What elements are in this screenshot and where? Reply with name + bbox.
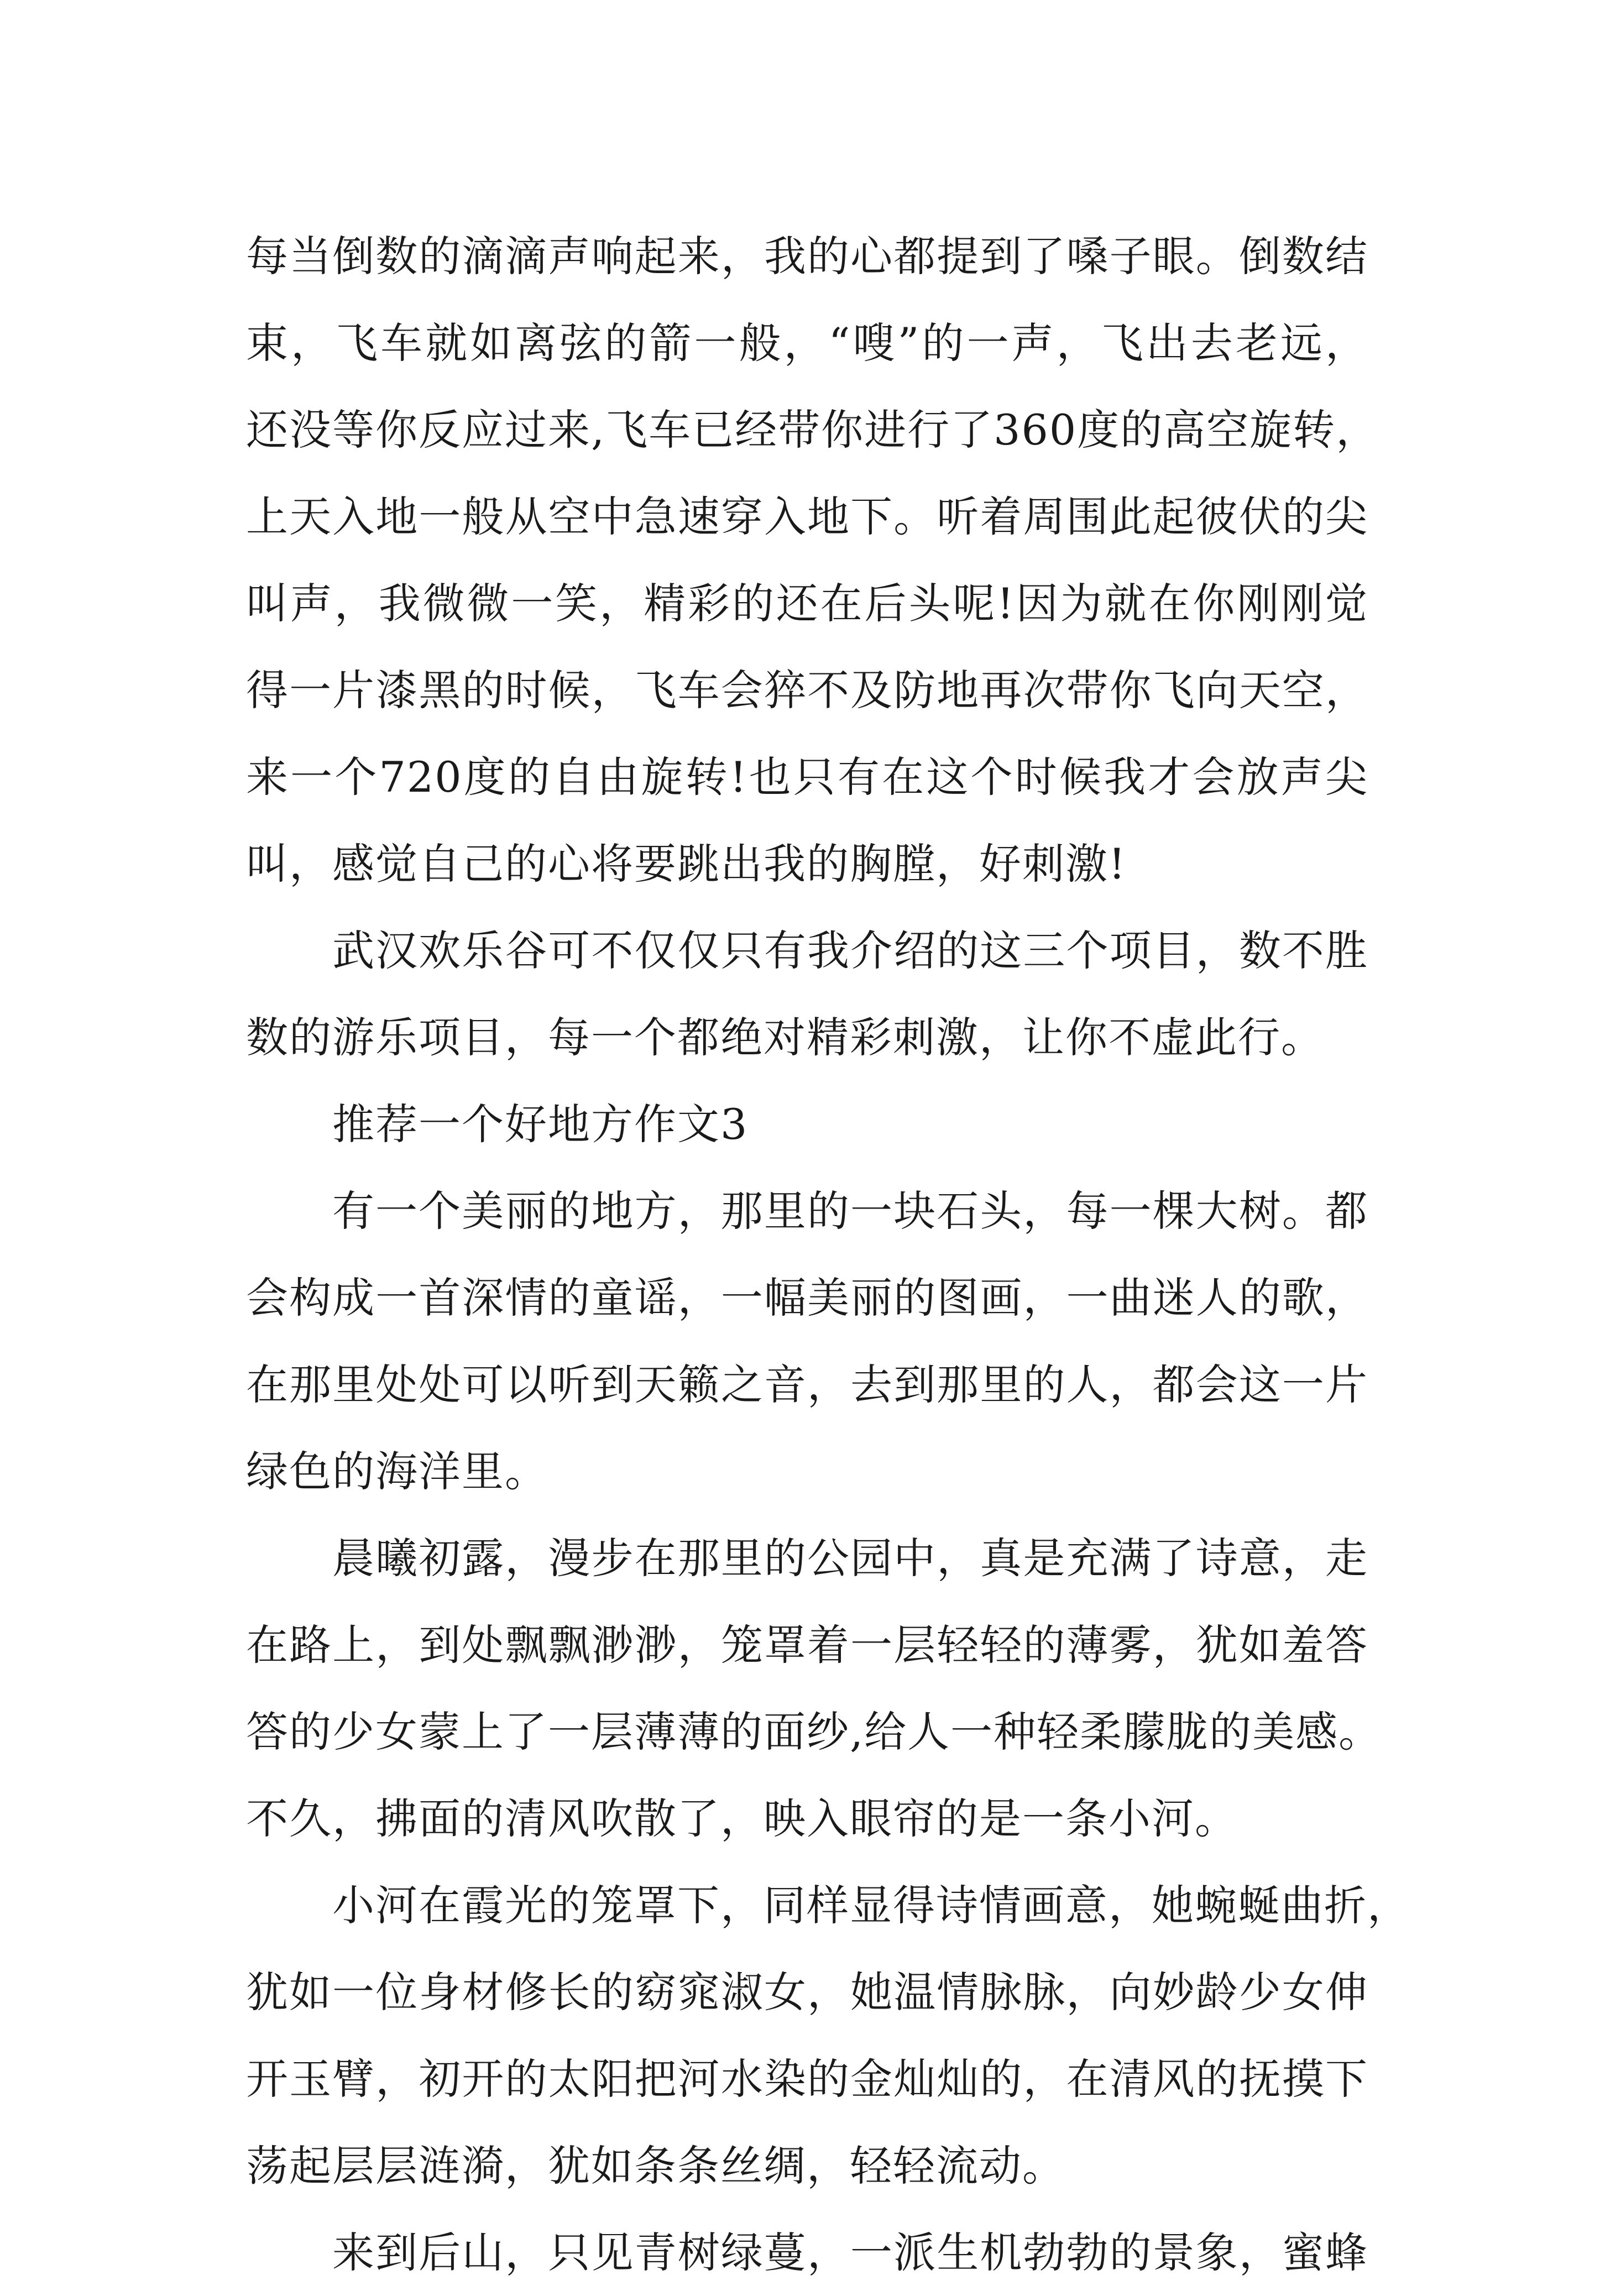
text-line: 叫声，我微微一笑，精彩的还在后头呢!因为就在你刚刚觉	[246, 579, 1368, 628]
text-line: 叫，感觉自己的心将要跳出我的胸膛，好刺激!	[246, 839, 1127, 888]
text-line: 绿色的海洋里。	[246, 1447, 548, 1496]
text-line: 晨曦初露，漫步在那里的公园中，真是充满了诗意，走	[332, 1534, 1368, 1583]
text-line: 荡起层层涟漪，犹如条条丝绸，轻轻流动。	[246, 2141, 1065, 2190]
text-line: 有一个美丽的地方，那里的一块石头，每一棵大树。都	[332, 1186, 1368, 1236]
text-line: 不久，拂面的清风吹散了，映入眼帘的是一条小河。	[246, 1794, 1238, 1843]
text-line: 还没等你反应过来,飞车已经带你进行了360度的高空旋转，	[246, 405, 1379, 454]
text-line: 开玉臂，初开的太阳把河水染的金灿灿的，在清风的抚摸下	[246, 2054, 1368, 2104]
text-line: 来一个720度的自由旋转!也只有在这个时候我才会放声尖	[246, 752, 1368, 802]
body-text	[246, 213, 1410, 2296]
text-line: 来到后山，只见青树绿蔓，一派生机勃勃的景象，蜜蜂	[332, 2228, 1368, 2277]
text-line: 在那里处处可以听到天籁之音，去到那里的人，都会这一片	[246, 1360, 1368, 1409]
text-line: 会构成一首深情的童谣，一幅美丽的图画，一曲迷人的歌，	[246, 1273, 1368, 1322]
text-line: 犹如一位身材修长的窈窕淑女，她温情脉脉，向妙龄少女伸	[246, 1968, 1368, 2017]
text-line: 在路上，到处飘飘渺渺，笼罩着一层轻轻的薄雾，犹如羞答	[246, 1620, 1368, 1670]
text-line: 得一片漆黑的时候，飞车会猝不及防地再次带你飞向天空，	[246, 666, 1368, 715]
text-line: 数的游乐项目，每一个都绝对精彩刺激，让你不虚此行。	[246, 1013, 1324, 1062]
text-line: 束，飞车就如离弦的箭一般，“嗖”的一声，飞出去老远，	[246, 318, 1368, 368]
text-line: 小河在霞光的笼罩下，同样显得诗情画意，她蜿蜒曲折，	[332, 1881, 1410, 1930]
text-line: 上天入地一般从空中急速穿入地下。听着周围此起彼伏的尖	[246, 492, 1368, 541]
text-line: 答的少女蒙上了一层薄薄的面纱,给人一种轻柔朦胧的美感。	[246, 1707, 1382, 1756]
text-line: 武汉欢乐谷可不仅仅只有我介绍的这三个项目，数不胜	[332, 926, 1368, 975]
text-line: 每当倒数的滴滴声响起来，我的心都提到了嗓子眼。倒数结	[246, 232, 1368, 281]
text-line: 推荐一个好地方作文3	[332, 1100, 749, 1149]
